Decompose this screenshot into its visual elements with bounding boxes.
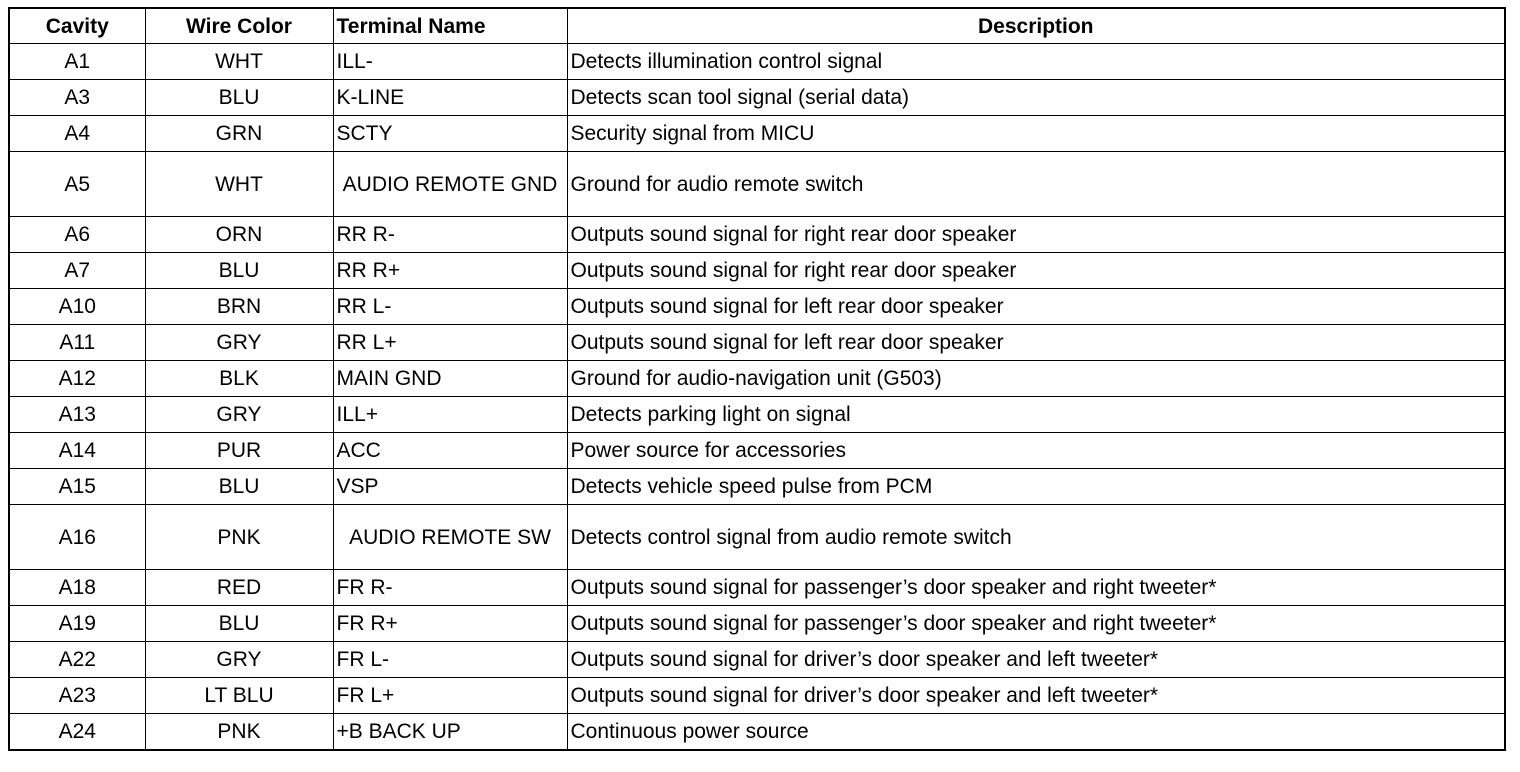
wire-color-cell: PNK xyxy=(145,505,333,570)
terminal-name-cell: FR R- xyxy=(333,570,567,606)
header-description: Description xyxy=(567,8,1505,44)
cavity-cell: A16 xyxy=(9,505,145,570)
cavity-cell: A12 xyxy=(9,361,145,397)
description-cell: Outputs sound signal for right rear door speaker xyxy=(567,253,1505,289)
wire-color-cell: PNK xyxy=(145,714,333,751)
terminal-name-cell: VSP xyxy=(333,469,567,505)
terminal-name-cell: AUDIO REMOTE GND xyxy=(333,152,567,217)
cavity-cell: A4 xyxy=(9,116,145,152)
description-cell: Outputs sound signal for right rear door speaker xyxy=(567,217,1505,253)
cavity-cell: A7 xyxy=(9,253,145,289)
table-row xyxy=(9,325,1505,361)
terminal-name-cell: SCTY xyxy=(333,116,567,152)
table-row xyxy=(9,217,1505,253)
description-cell: Continuous power source xyxy=(567,714,1505,751)
table-row xyxy=(9,253,1505,289)
cavity-cell: A6 xyxy=(9,217,145,253)
cavity-cell: A19 xyxy=(9,606,145,642)
wire-color-cell: BRN xyxy=(145,289,333,325)
terminal-name-cell: K-LINE xyxy=(333,80,567,116)
table-row xyxy=(9,433,1505,469)
header-wire-color: Wire Color xyxy=(145,8,333,44)
description-cell: Security signal from MICU xyxy=(567,116,1505,152)
cavity-cell: A14 xyxy=(9,433,145,469)
terminal-name-cell: RR R+ xyxy=(333,253,567,289)
wire-color-cell: GRY xyxy=(145,397,333,433)
terminal-name-cell: ILL- xyxy=(333,44,567,80)
table-row xyxy=(9,289,1505,325)
table-row xyxy=(9,606,1505,642)
wire-color-cell: BLU xyxy=(145,606,333,642)
table-row xyxy=(9,678,1505,714)
terminal-name-cell: FR L- xyxy=(333,642,567,678)
description-cell: Ground for audio-navigation unit (G503) xyxy=(567,361,1505,397)
cavity-cell: A24 xyxy=(9,714,145,751)
cavity-cell: A15 xyxy=(9,469,145,505)
description-cell: Detects illumination control signal xyxy=(567,44,1505,80)
wire-color-cell: BLK xyxy=(145,361,333,397)
wire-color-cell: PUR xyxy=(145,433,333,469)
wire-color-cell: BLU xyxy=(145,80,333,116)
terminal-name-cell: RR L+ xyxy=(333,325,567,361)
wire-color-cell: LT BLU xyxy=(145,678,333,714)
table-row xyxy=(9,152,1505,217)
terminal-name-cell: AUDIO REMOTE SW xyxy=(333,505,567,570)
wire-color-cell: RED xyxy=(145,570,333,606)
wire-color-cell: ORN xyxy=(145,217,333,253)
terminal-name-cell: +B BACK UP xyxy=(333,714,567,751)
wire-color-cell: BLU xyxy=(145,253,333,289)
description-cell: Outputs sound signal for passenger’s door speaker and right tweeter* xyxy=(567,570,1505,606)
description-cell: Outputs sound signal for driver’s door speaker and left tweeter* xyxy=(567,642,1505,678)
description-cell: Outputs sound signal for left rear door speaker xyxy=(567,325,1505,361)
description-cell: Outputs sound signal for passenger’s door speaker and right tweeter* xyxy=(567,606,1505,642)
cavity-cell: A1 xyxy=(9,44,145,80)
wire-color-cell: GRN xyxy=(145,116,333,152)
cavity-cell: A23 xyxy=(9,678,145,714)
wire-color-cell: GRY xyxy=(145,642,333,678)
table-row xyxy=(9,80,1505,116)
description-cell: Power source for accessories xyxy=(567,433,1505,469)
wire-color-cell: WHT xyxy=(145,44,333,80)
description-cell: Outputs sound signal for driver’s door speaker and left tweeter* xyxy=(567,678,1505,714)
table-row xyxy=(9,642,1505,678)
wire-color-cell: BLU xyxy=(145,469,333,505)
description-cell: Detects scan tool signal (serial data) xyxy=(567,80,1505,116)
terminal-name-cell: ILL+ xyxy=(333,397,567,433)
table-row xyxy=(9,714,1505,751)
terminal-name-cell: ACC xyxy=(333,433,567,469)
table-row xyxy=(9,44,1505,80)
cavity-cell: A11 xyxy=(9,325,145,361)
cavity-cell: A18 xyxy=(9,570,145,606)
terminal-name-cell: FR R+ xyxy=(333,606,567,642)
table-row xyxy=(9,116,1505,152)
table-row xyxy=(9,570,1505,606)
wire-color-cell: GRY xyxy=(145,325,333,361)
terminal-name-cell: RR L- xyxy=(333,289,567,325)
description-cell: Ground for audio remote switch xyxy=(567,152,1505,217)
table-row xyxy=(9,361,1505,397)
terminal-name-cell: RR R- xyxy=(333,217,567,253)
header-terminal-name: Terminal Name xyxy=(333,8,567,44)
header-cavity: Cavity xyxy=(9,8,145,44)
table-row xyxy=(9,469,1505,505)
terminal-name-cell: MAIN GND xyxy=(333,361,567,397)
table-header xyxy=(9,8,1505,44)
connector-pinout-table xyxy=(8,7,1506,751)
description-cell: Outputs sound signal for left rear door speaker xyxy=(567,289,1505,325)
terminal-name-cell: FR L+ xyxy=(333,678,567,714)
table-row xyxy=(9,505,1505,570)
table-body xyxy=(9,44,1505,751)
description-cell: Detects vehicle speed pulse from PCM xyxy=(567,469,1505,505)
cavity-cell: A5 xyxy=(9,152,145,217)
cavity-cell: A13 xyxy=(9,397,145,433)
cavity-cell: A22 xyxy=(9,642,145,678)
cavity-cell: A3 xyxy=(9,80,145,116)
description-cell: Detects parking light on signal xyxy=(567,397,1505,433)
header-row xyxy=(9,8,1505,44)
description-cell: Detects control signal from audio remote switch xyxy=(567,505,1505,570)
wire-color-cell: WHT xyxy=(145,152,333,217)
table-row xyxy=(9,397,1505,433)
cavity-cell: A10 xyxy=(9,289,145,325)
